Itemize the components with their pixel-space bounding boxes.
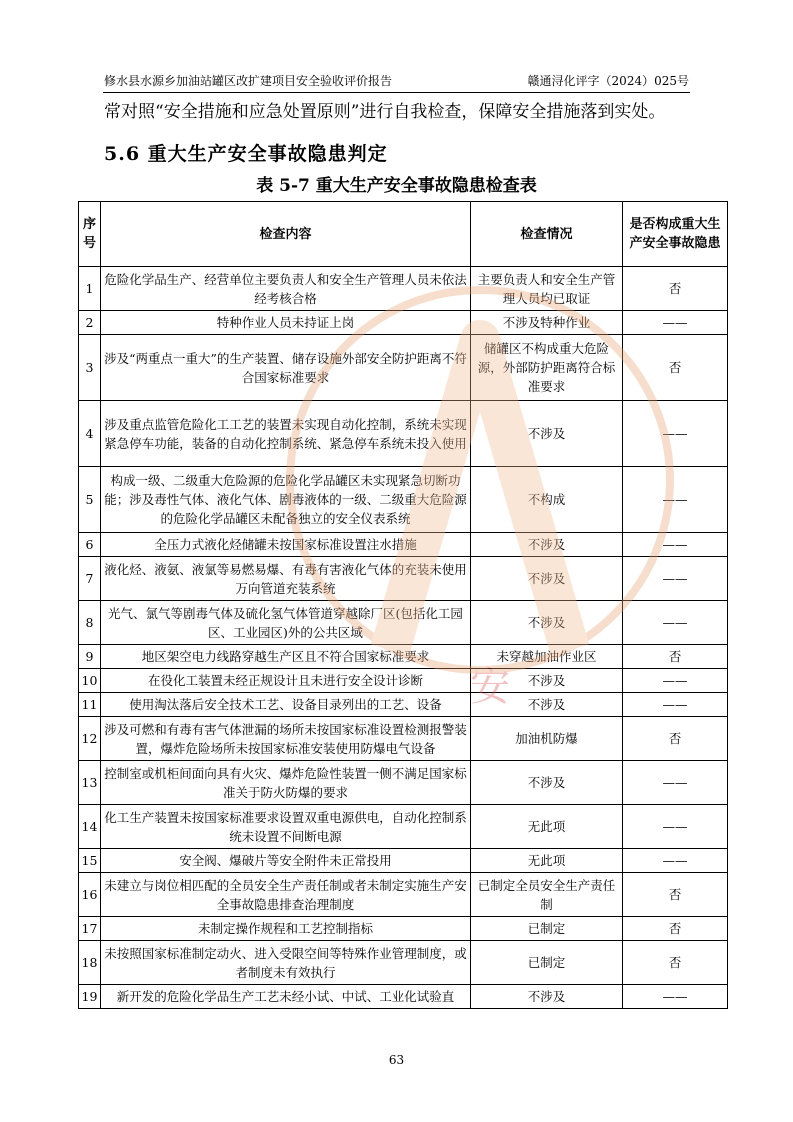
- cell-result: ——: [623, 849, 728, 873]
- cell-no: 6: [79, 533, 101, 557]
- table-row: [79, 467, 728, 533]
- cell-content: 未建立与岗位相匹配的全员安全生产责任制或者未制定实施生产安全事故隐患排查治理制度: [101, 873, 471, 917]
- cell-status: 不涉及: [471, 693, 623, 717]
- cell-no: 19: [79, 985, 101, 1009]
- cell-result: ——: [623, 467, 728, 533]
- cell-result: 否: [623, 873, 728, 917]
- cell-no: 5: [79, 467, 101, 533]
- cell-result: ——: [623, 693, 728, 717]
- cell-result: ——: [623, 401, 728, 467]
- cell-result: ——: [623, 669, 728, 693]
- table-row: [79, 645, 728, 669]
- intro-paragraph: 常对照“安全措施和应急处置原则”进行自我检查，保障安全措施落到实处。: [104, 102, 666, 122]
- cell-status: 不涉及: [471, 533, 623, 557]
- cell-no: 11: [79, 693, 101, 717]
- cell-content: 液化烃、液氨、液氯等易燃易爆、有毒有害液化气体的充装未使用万向管道充装系统: [101, 557, 471, 601]
- cell-status: 加油机防爆: [471, 717, 623, 761]
- table-row: [79, 941, 728, 985]
- table-row: [79, 557, 728, 601]
- page-number: 63: [388, 1053, 405, 1067]
- cell-content: 新开发的危险化学品生产工艺未经小试、中试、工业化试验直: [101, 985, 471, 1009]
- table-row: [79, 669, 728, 693]
- table-row: [79, 533, 728, 557]
- cell-no: 2: [79, 311, 101, 335]
- cell-no: 1: [79, 267, 101, 311]
- cell-content: 未按照国家标准制定动火、进入受限空间等特殊作业管理制度，或者制度未有效执行: [101, 941, 471, 985]
- cell-no: 4: [79, 401, 101, 467]
- cell-content: 安全阀、爆破片等安全附件未正常投用: [101, 849, 471, 873]
- table-row: [79, 849, 728, 873]
- table-body: [79, 267, 728, 1009]
- cell-result: ——: [623, 601, 728, 645]
- table-row: [79, 873, 728, 917]
- cell-content: 涉及“两重点一重大”的生产装置、储存设施外部安全防护距离不符合国家标准要求: [101, 335, 471, 401]
- cell-content: 未制定操作规程和工艺控制指标: [101, 917, 471, 941]
- cell-result: ——: [623, 805, 728, 849]
- cell-status: 不构成: [471, 467, 623, 533]
- cell-status: 不涉及: [471, 985, 623, 1009]
- cell-status: 储罐区不构成重大危险源，外部防护距离符合标准要求: [471, 335, 623, 401]
- cell-no: 7: [79, 557, 101, 601]
- header-divider: [103, 92, 690, 93]
- cell-no: 15: [79, 849, 101, 873]
- table-row: [79, 311, 728, 335]
- cell-no: 14: [79, 805, 101, 849]
- table-row: [79, 985, 728, 1009]
- cell-result: 否: [623, 335, 728, 401]
- table-row: [79, 401, 728, 467]
- header-content: 检查内容: [101, 202, 471, 267]
- cell-no: 8: [79, 601, 101, 645]
- cell-status: 不涉及: [471, 557, 623, 601]
- cell-content: 涉及可燃和有毒有害气体泄漏的场所未按国家标准设置检测报警装置，爆炸危险场所未按国家标准安装使用防爆电气设备: [101, 717, 471, 761]
- cell-status: 已制定: [471, 917, 623, 941]
- cell-no: 17: [79, 917, 101, 941]
- cell-no: 12: [79, 717, 101, 761]
- cell-status: 主要负责人和安全生产管理人员均已取证: [471, 267, 623, 311]
- header-result: 是否构成重大生产安全事故隐患: [623, 202, 728, 267]
- header-no: 序号: [79, 202, 101, 267]
- report-title-header: 修水县水源乡加油站罐区改扩建项目安全验收评价报告: [104, 74, 393, 88]
- cell-result: ——: [623, 557, 728, 601]
- cell-status: 无此项: [471, 849, 623, 873]
- table-row: [79, 335, 728, 401]
- cell-content: 地区架空电力线路穿越生产区且不符合国家标准要求: [101, 645, 471, 669]
- cell-content: 全压力式液化烃储罐未按国家标准设置注水措施: [101, 533, 471, 557]
- cell-content: 构成一级、二级重大危险源的危险化学品罐区未实现紧急切断功能；涉及毒性气体、液化气体、剧毒液体的一级、二级重大危险源的危险化学品罐区未配备独立的安全仪表系统: [101, 467, 471, 533]
- section-heading: 5.6 重大生产安全事故隐患判定: [104, 143, 388, 165]
- table-row: [79, 761, 728, 805]
- table-row: [79, 805, 728, 849]
- table-row: [79, 917, 728, 941]
- cell-content: 在役化工装置未经正规设计且未进行安全设计诊断: [101, 669, 471, 693]
- cell-result: 否: [623, 267, 728, 311]
- cell-status: 已制定: [471, 941, 623, 985]
- cell-content: 危险化学品生产、经营单位主要负责人和安全生产管理人员未依法经考核合格: [101, 267, 471, 311]
- cell-content: 特种作业人员未持证上岗: [101, 311, 471, 335]
- cell-result: ——: [623, 533, 728, 557]
- cell-no: 3: [79, 335, 101, 401]
- header-status: 检查情况: [471, 202, 623, 267]
- cell-result: 否: [623, 917, 728, 941]
- cell-result: ——: [623, 311, 728, 335]
- cell-status: 已制定全员安全生产责任制: [471, 873, 623, 917]
- table-row: [79, 693, 728, 717]
- cell-content: 控制室或机柜间面向具有火灾、爆炸危险性装置一侧不满足国家标准关于防火防爆的要求: [101, 761, 471, 805]
- cell-content: 涉及重点监管危险化工工艺的装置未实现自动化控制，系统未实现紧急停车功能，装备的自动化控制系统、紧急停车系统未投入使用: [101, 401, 471, 467]
- cell-status: 未穿越加油作业区: [471, 645, 623, 669]
- cell-result: 否: [623, 941, 728, 985]
- table-caption: 表 5-7 重大生产安全事故隐患检查表: [256, 176, 537, 196]
- cell-result: ——: [623, 761, 728, 805]
- cell-status: 无此项: [471, 805, 623, 849]
- table-row: [79, 601, 728, 645]
- cell-no: 18: [79, 941, 101, 985]
- watermark-glyph: 安: [470, 664, 510, 710]
- cell-status: 不涉及: [471, 669, 623, 693]
- cell-status: 不涉及特种作业: [471, 311, 623, 335]
- table-row: [79, 267, 728, 311]
- cell-status: 不涉及: [471, 761, 623, 805]
- cell-no: 16: [79, 873, 101, 917]
- cell-result: 否: [623, 717, 728, 761]
- cell-content: 使用淘汰落后安全技术工艺、设备目录列出的工艺、设备: [101, 693, 471, 717]
- table-header-row: [79, 202, 728, 267]
- cell-no: 13: [79, 761, 101, 805]
- hazard-check-table: [78, 201, 728, 1009]
- cell-no: 10: [79, 669, 101, 693]
- cell-status: 不涉及: [471, 401, 623, 467]
- cell-status: 不涉及: [471, 601, 623, 645]
- table-row: [79, 717, 728, 761]
- page-header: [104, 72, 689, 90]
- cell-result: ——: [623, 985, 728, 1009]
- report-number-header: 赣通浔化评字（2024）025号: [527, 74, 689, 88]
- cell-content: 光气、氯气等剧毒气体及硫化氢气体管道穿越除厂区(包括化工园区、工业园区)外的公共区域: [101, 601, 471, 645]
- cell-result: 否: [623, 645, 728, 669]
- cell-no: 9: [79, 645, 101, 669]
- cell-content: 化工生产装置未按国家标准要求设置双重电源供电，自动化控制系统未设置不间断电源: [101, 805, 471, 849]
